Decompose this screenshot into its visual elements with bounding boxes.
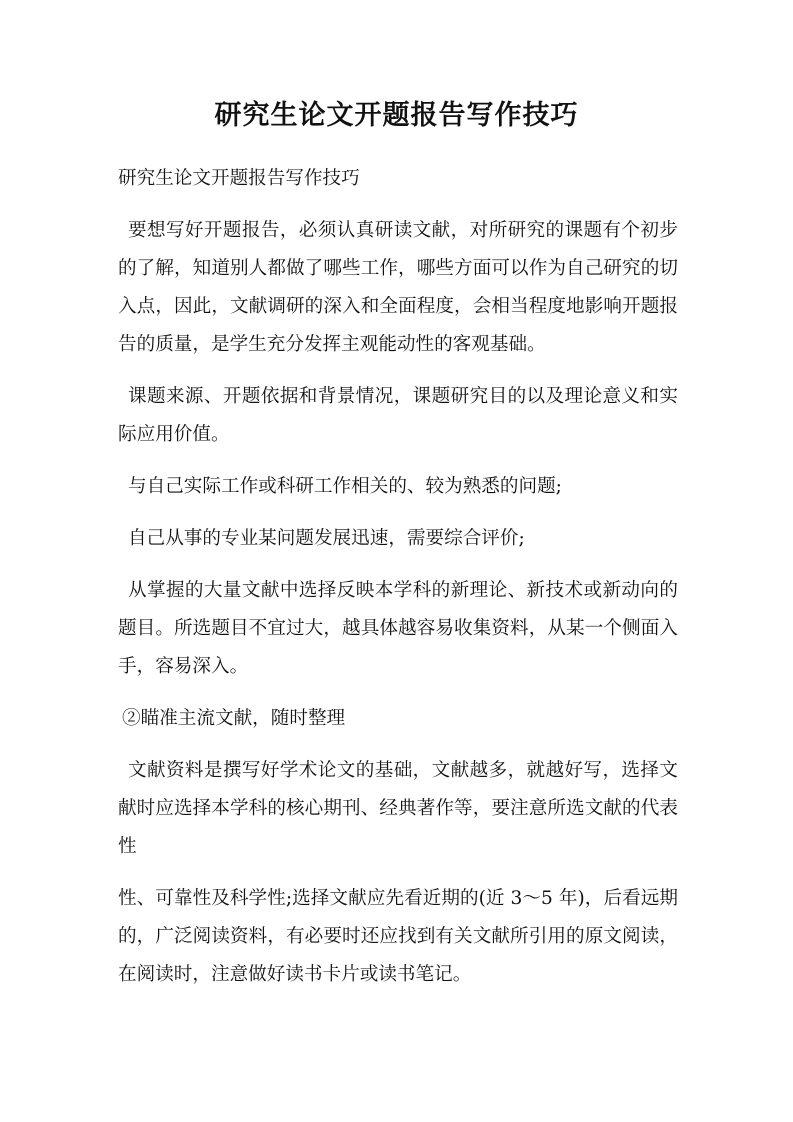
- document-title: 研究生论文开题报告写作技巧: [214, 100, 579, 131]
- paragraph-literature-basis: 文献资料是撰写好学术论文的基础，文献越多，就越好写，选择文献时应选择本学科的核心期刊、经典著作等，要注意所选文献的代表性: [118, 760, 678, 857]
- section-heading-mainstream: ②瞄准主流文献，随时整理: [122, 708, 346, 729]
- paragraph-topic-source: 课题来源、开题依据和背景情况，课题研究目的以及理论意义和实际应用价值。: [118, 386, 678, 445]
- paragraph-literature-review: 要想写好开题报告，必须认真研读文献，对所研究的课题有个初步的了解，知道别人都做了哪些工作，哪些方面可以作为自己研究的切入点，因此，文献调研的深入和全面程度，会相当程度地影响开题报告的质量，是学生充分发挥主观能动性的客观基础。: [118, 220, 678, 355]
- paragraph-select-topic: 从掌握的大量文献中选择反映本学科的新理论、新技术或新动向的题目。所选题目不宜过大，越具体越容易收集资料，从某一个侧面入手，容易深入。: [118, 580, 678, 677]
- paragraph-reliability: 性、可靠性及科学性;选择文献应先看近期的(近 3～5 年)，后看远期的，广泛阅读资料，有必要时还应找到有关文献所引用的原文阅读，在阅读时，注意做好读书卡片或读书笔记。: [118, 888, 678, 985]
- paragraph-fast-development: 自己从事的专业某问题发展迅速，需要综合评价;: [128, 528, 525, 549]
- paragraph-familiar-problem: 与自己实际工作或科研工作相关的、较为熟悉的问题;: [128, 476, 562, 497]
- document-body: [118, 160, 678, 1008]
- subtitle-paragraph: 研究生论文开题报告写作技巧: [118, 168, 360, 189]
